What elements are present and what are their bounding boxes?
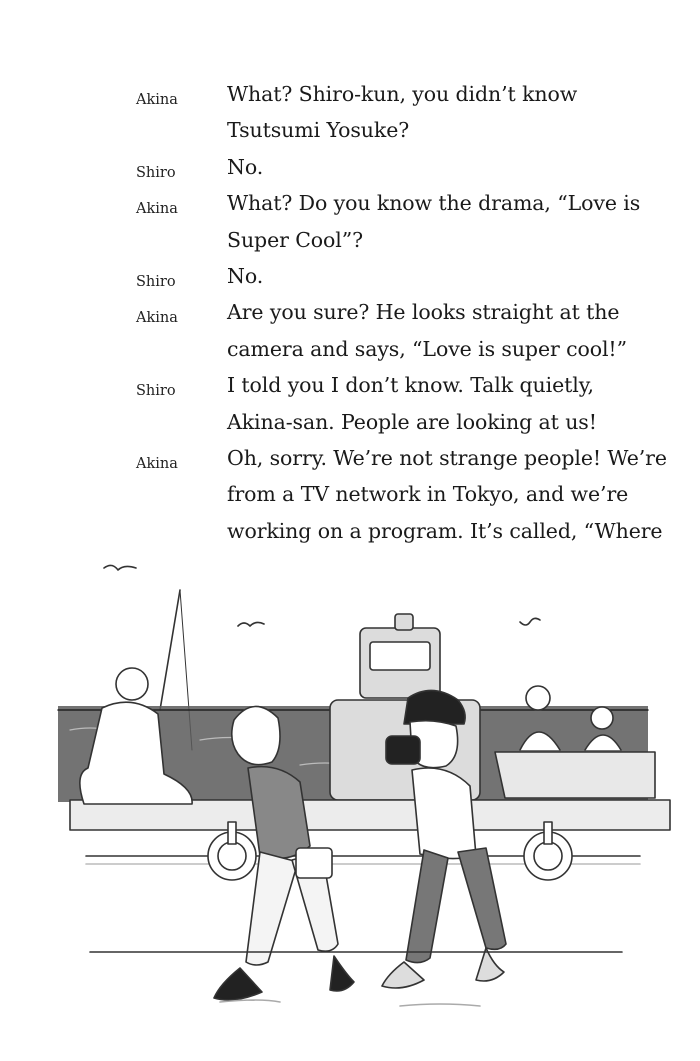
speaker-name: Akina xyxy=(136,92,178,108)
dialogue-line xyxy=(0,519,700,555)
dialogue-line xyxy=(0,337,700,373)
speaker-name: Akina xyxy=(136,201,178,218)
speaker-name: Akina xyxy=(136,455,178,472)
speaker-name: Akina xyxy=(136,310,178,327)
speech-text: working on a program. It’s called, “Where xyxy=(227,518,663,543)
dialogue-line xyxy=(0,228,700,264)
dialogue-line xyxy=(0,373,700,409)
bird-icon xyxy=(104,565,136,570)
speech-text: What? Do you know the drama, “Love is xyxy=(227,191,641,216)
dialogue-line xyxy=(0,410,700,446)
speaker-name: Shiro xyxy=(136,164,176,181)
dialogue-line xyxy=(0,118,700,154)
dialogue-block xyxy=(0,82,700,555)
dialogue-line xyxy=(0,264,700,300)
dialogue-line xyxy=(0,482,700,518)
speech-text: from a TV network in Tokyo, and we’re xyxy=(227,482,629,507)
speech-text: Super Cool”? xyxy=(227,227,364,252)
speech-text: What? Shiro-kun, you didn’t know xyxy=(227,82,578,106)
dialogue-line xyxy=(0,446,700,482)
pier-wall xyxy=(70,800,670,864)
speech-text: Are you sure? He looks straight at the xyxy=(227,300,620,325)
harbor-illustration xyxy=(0,560,700,1061)
dialogue-line xyxy=(0,155,700,191)
speech-text: Oh, sorry. We’re not strange people! We’re xyxy=(227,445,667,470)
ground xyxy=(90,952,622,1006)
speech-text: camera and says, “Love is super cool!” xyxy=(227,336,627,361)
dialogue-line xyxy=(0,82,700,118)
dialogue-line xyxy=(0,191,700,227)
speech-text: No. xyxy=(227,263,264,288)
dialogue-line xyxy=(0,300,700,336)
speech-text: Tsutsumi Yosuke? xyxy=(227,118,410,143)
bird-icon xyxy=(238,622,264,626)
speaker-name: Shiro xyxy=(136,273,176,290)
speech-text: No. xyxy=(227,154,264,179)
speaker-name: Shiro xyxy=(136,383,176,400)
bird-icon xyxy=(520,618,540,625)
speech-text: Akina-san. People are looking at us! xyxy=(227,409,597,434)
speech-text: I told you I don’t know. Talk quietly, xyxy=(227,373,594,398)
